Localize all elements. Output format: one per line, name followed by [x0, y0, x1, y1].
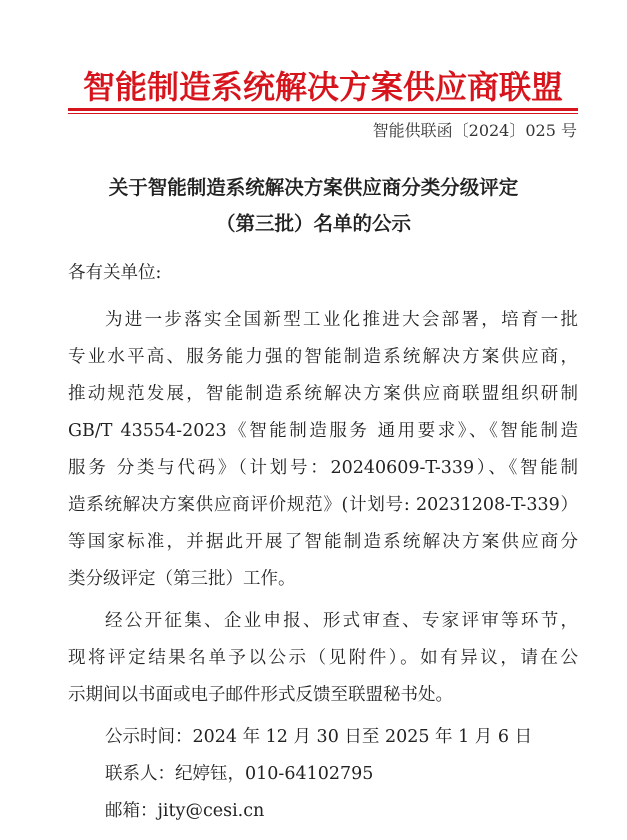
paragraph-1-line: 等国家标准，并据此开展了智能制造系统解决方案供应商分	[68, 532, 578, 552]
document-title-line-2: （第三批）名单的公示	[215, 212, 411, 235]
paragraph-2-line: 示期间以书面或电子邮件形式反馈至联盟秘书处。	[68, 685, 453, 705]
paragraph-2-line: 经公开征集、企业申报、形式审查、专家评审等环节，	[105, 611, 578, 631]
contact-person: 联系人：纪婷钰，010-64102795	[105, 764, 374, 784]
paragraph-1-line: 推动规范发展，智能制造系统解决方案供应商联盟组织研制	[68, 384, 578, 404]
paragraph-2-line: 现将评定结果名单予以公示（见附件）。如有异议，请在公	[68, 648, 578, 668]
announcement-period: 公示时间：2024 年 12 月 30 日至 2025 年 1 月 6 日	[105, 727, 533, 747]
header-rule-thick	[68, 108, 578, 111]
header-rule-thin	[68, 113, 578, 114]
paragraph-1-line: 造系统解决方案供应商评价规范》(计划号: 20231208-T-339）	[68, 495, 578, 515]
paragraph-1-line: 为进一步落实全国新型工业化推进大会部署，培育一批	[105, 310, 578, 330]
paragraph-1-line: GB/T 43554-2023《智能制造服务 通用要求》、《智能制造	[68, 421, 578, 441]
paragraph-1-line: 专业水平高、服务能力强的智能制造系统解决方案供应商，	[68, 347, 578, 367]
paragraph-1-line: 类分级评定（第三批）工作。	[68, 569, 296, 589]
organization-name: 智能制造系统解决方案供应商联盟	[82, 68, 563, 106]
contact-email: 邮箱：jity@cesi.cn	[105, 801, 265, 821]
document-number: 智能供联函〔2024〕025 号	[372, 121, 577, 140]
salutation: 各有关单位:	[68, 263, 162, 283]
document-title-line-1: 关于智能制造系统解决方案供应商分类分级评定	[108, 176, 519, 199]
paragraph-1-line: 服务 分类与代码》（计划号：20240609-T-339）、《智能制	[68, 458, 578, 478]
